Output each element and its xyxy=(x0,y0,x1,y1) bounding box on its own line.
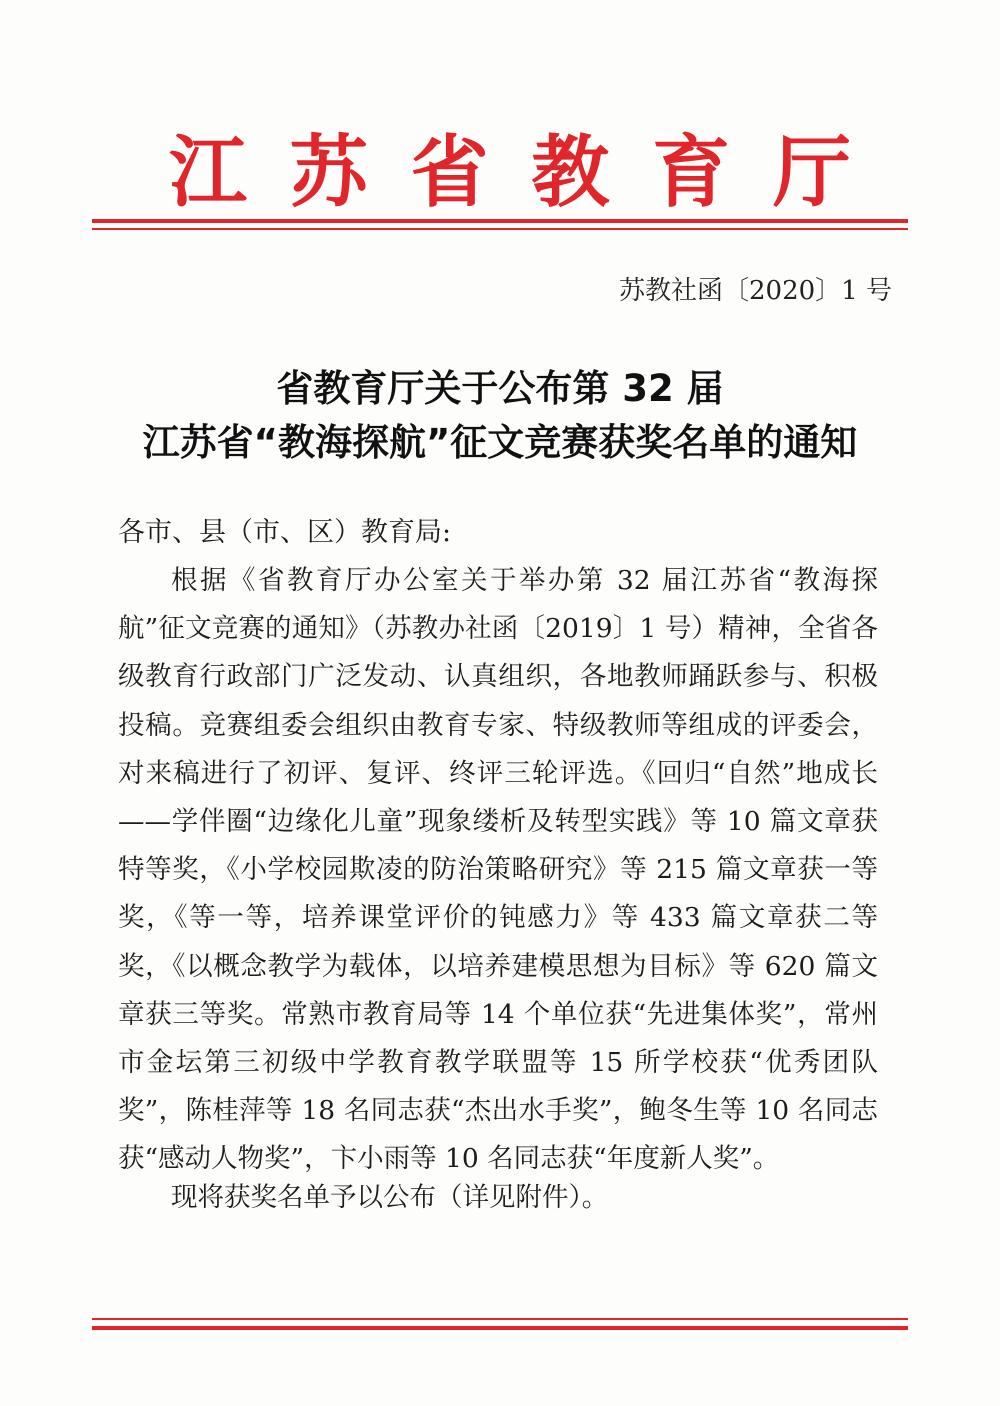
header-red-rule-thick xyxy=(92,219,908,223)
closing-paragraph: 现将获奖名单予以公布（详见附件）。 xyxy=(171,1182,609,1213)
footer-red-rule-thin xyxy=(92,1318,908,1320)
issuer-char: 厅 xyxy=(772,128,851,218)
header-red-rule-thin xyxy=(92,228,908,230)
issuer-char: 省 xyxy=(410,128,489,218)
salutation: 各市、县（市、区）教育局: xyxy=(118,517,452,548)
title-line-1: 省教育厅关于公布第 32 届 xyxy=(276,367,724,410)
issuer-char: 苏 xyxy=(289,128,368,218)
body-paragraph: 根据《省教育厅办公室关于举办第 32 届江苏省“教海探航”征文竞赛的通知》（苏教办社函〔2019〕1 号）精神，全省各级教育行政部门广泛发动、认真组织，各地教师踊跃参与、积极投稿。竞赛组委会组织由教育专家、特级教师等组成的评委会，对来稿进行了初评、复评、终评三轮评选。《回归“自然”地成长——学伴圈“边缘化儿童”现象缕析及转型实践》等 10 篇文章获特等奖，《小学校园欺凌的防治策略研究》等 215 篇文章获一等奖，《等一等，培养课堂评价的钝感力》等 433 篇文章获二等奖，《以概念教学为载体，以培养建模思想为目标》等 620 篇文章获三等奖。常熟市教育局等 14 个单位获“先进集体奖”，常州市金坛第三初级中学教育教学联盟等 15 所学校获“优秀团队奖”，陈桂萍等 18 名同志获“杰出水手奖”，鲍冬生等 10 名同志获“感动人物奖”，卞小雨等 10 名同志获“年度新人奖”。 xyxy=(118,565,878,1175)
title-line-2: 江苏省“教海探航”征文竞赛获奖名单的通知 xyxy=(142,421,858,464)
issuer-header xyxy=(160,118,860,218)
footer-red-rule-thick xyxy=(92,1326,908,1330)
issuer-char: 江 xyxy=(168,128,247,218)
issuer-char: 教 xyxy=(531,128,610,218)
document-number: 苏教社函〔2020〕1 号 xyxy=(619,276,892,306)
issuer-char: 育 xyxy=(652,128,731,218)
